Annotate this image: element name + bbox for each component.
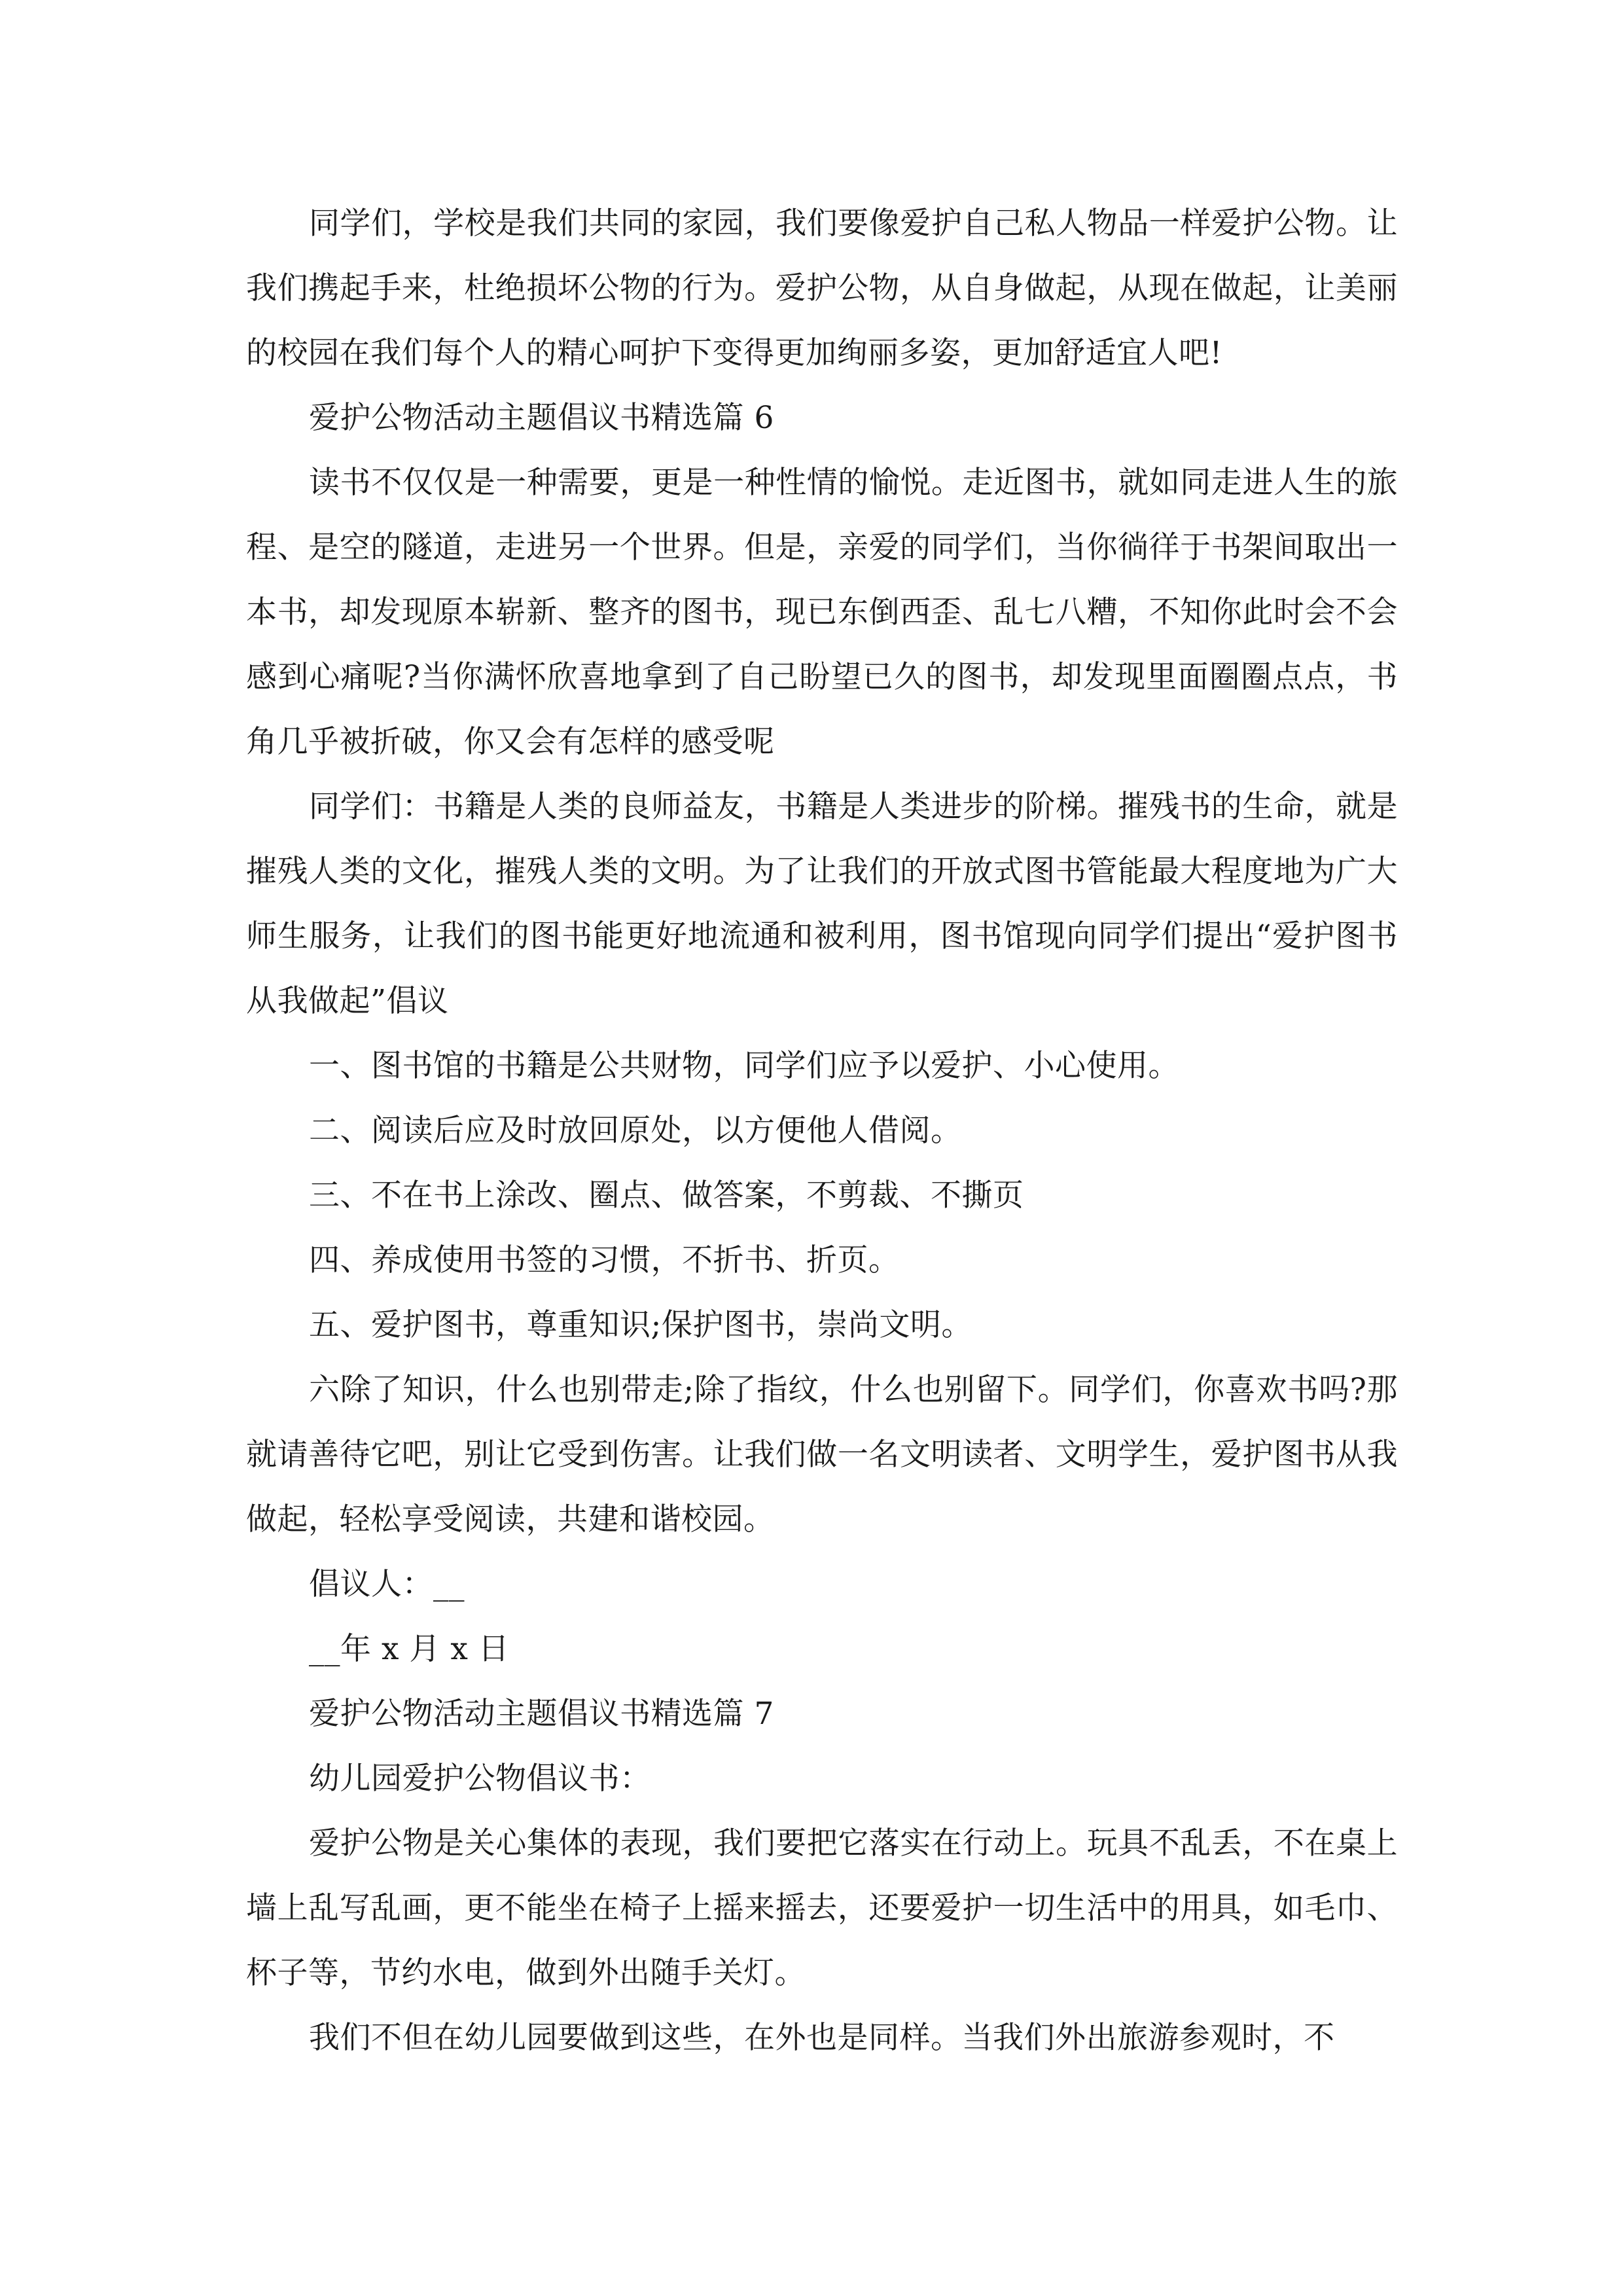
paragraph: 同学们：书籍是人类的良师益友，书籍是人类进步的阶梯。摧残书的生命，就是摧残人类的文化，摧残人类的文明。为了让我们的开放式图书管能最大程度地为广大师生服务，让我们的图书能更好地流通和被利用，图书馆现向同学们提出“爱护图书从我做起”倡议 [246,789,1398,1019]
paragraph: 同学们，学校是我们共同的家园，我们要像爱护自己私人物品一样爱护公物。让我们携起手来，杜绝损坏公物的行为。爱护公物，从自身做起，从现在做起，让美丽的校园在我们每个人的精心呵护下变得更加绚丽多姿，更加舒适宜人吧! [246,206,1398,371]
paragraph: 读书不仅仅是一种需要，更是一种性情的愉悦。走近图书，就如同走进人生的旅程、是空的隧道，走进另一个世界。但是，亲爱的同学们，当你徜徉于书架间取出一本书，却发现原本崭新、整齐的图书，现已东倒西歪、乱七八糟，不知你此时会不会感到心痛呢?当你满怀欣喜地拿到了自己盼望已久的图书，却发现里面圈圈点点，书角几乎被折破，你又会有怎样的感受呢 [246,465,1398,760]
paragraph: 幼儿园爱护公物倡议书： [309,1761,651,1797]
document-body [246,191,1398,2070]
paragraph: 六除了知识，什么也别带走;除了指纹，什么也别留下。同学们，你喜欢书吗?那就请善待它吧，别让它受到伤害。让我们做一名文明读者、文明学生，爱护图书从我做起，轻松享受阅读，共建和谐校园。 [246,1372,1398,1537]
paragraph: 我们不但在幼儿园要做到这些，在外也是同样。当我们外出旅游参观时，不 [309,2020,1335,2056]
section-heading: 爱护公物活动主题倡议书精选篇 6 [309,400,774,436]
signature-line: 倡议人：__ [309,1566,465,1602]
list-item: 四、养成使用书签的习惯，不折书、折页。 [309,1242,900,1278]
list-item: 五、爱护图书，尊重知识;保护图书，崇尚文明。 [309,1307,972,1343]
paragraph: 爱护公物是关心集体的表现，我们要把它落实在行动上。玩具不乱丢，不在桌上墙上乱写乱画，更不能坐在椅子上摇来摇去，还要爱护一切生活中的用具，如毛巾、杯子等，节约水电，做到外出随手关灯。 [246,1825,1398,1991]
date-line: __年 x 月 x 日 [309,1631,510,1667]
section-heading: 爱护公物活动主题倡议书精选篇 7 [309,1696,774,1732]
list-item: 一、图书馆的书籍是公共财物，同学们应予以爱护、小心使用。 [309,1048,1179,1084]
list-item: 二、阅读后应及时放回原处，以方便他人借阅。 [309,1113,962,1149]
list-item: 三、不在书上涂改、圈点、做答案，不剪裁、不撕页 [309,1177,1024,1213]
